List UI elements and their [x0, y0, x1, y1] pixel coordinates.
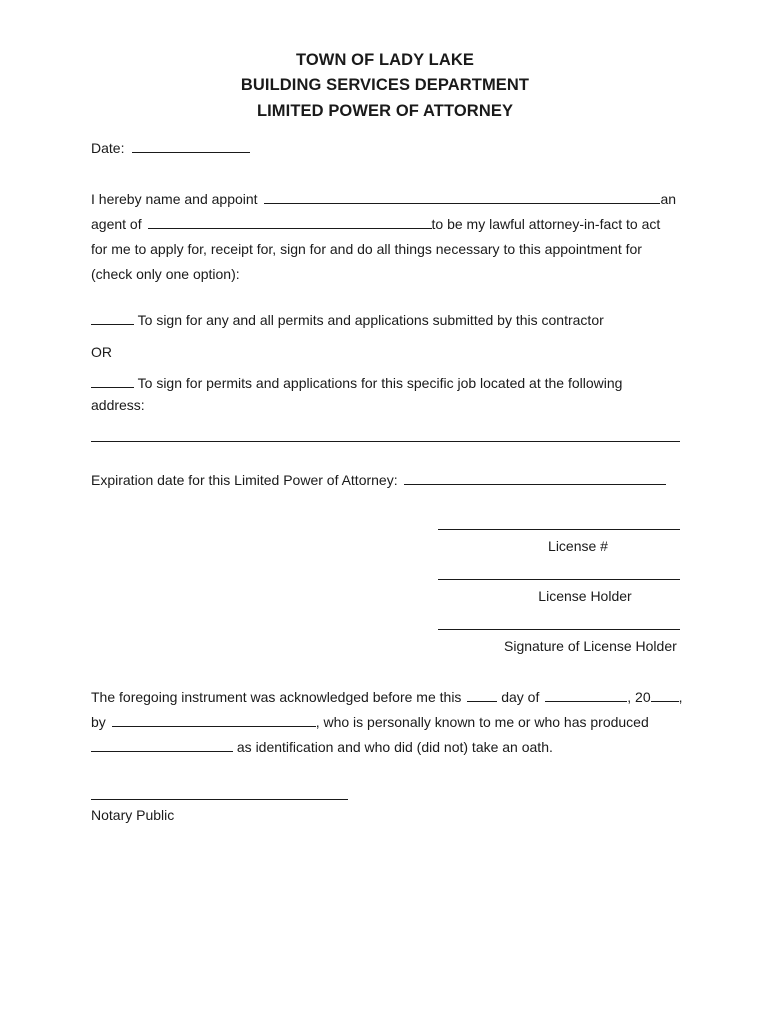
notary-person-field[interactable] [112, 713, 316, 727]
expiration-date-field[interactable] [404, 471, 666, 485]
notary-signature-field[interactable] [91, 799, 348, 800]
notary-line-1 [91, 688, 683, 706]
expiration-label: Expiration date for this Limited Power of Attorney: [91, 472, 398, 488]
appointee-name-field[interactable] [264, 190, 660, 204]
license-number-field[interactable] [438, 529, 680, 530]
notary-text-2: day of [501, 689, 540, 705]
license-number-label: License # [548, 538, 608, 554]
signature-label: Signature of License Holder [504, 638, 677, 654]
appoint-text-3: agent of [91, 216, 142, 232]
notary-text-6: , who is personally known to me or who has produced [315, 714, 649, 730]
header-department: BUILDING SERVICES DEPARTMENT [240, 76, 530, 94]
notary-public-label: Notary Public [91, 807, 175, 823]
license-holder-label: License Holder [538, 588, 632, 604]
option-2-check-field[interactable] [91, 374, 134, 388]
appoint-text-2: an [660, 191, 677, 207]
date-label: Date: [91, 140, 125, 156]
notary-text-1: The foregoing instrument was acknowledged before me this [91, 689, 462, 705]
appoint-line-2 [91, 215, 660, 233]
appoint-text-4: to be my lawful attorney-in-fact to act [431, 216, 661, 232]
header-form-title: LIMITED POWER OF ATTORNEY [256, 102, 514, 120]
option-2-row [91, 374, 622, 392]
license-holder-signature-field[interactable] [438, 629, 680, 630]
date-row [91, 139, 250, 157]
appoint-line-4: (check only one option): [91, 266, 240, 282]
license-holder-field[interactable] [438, 579, 680, 580]
option-1-text: To sign for any and all permits and applications submitted by this contractor [137, 312, 604, 328]
option-1-row [91, 311, 604, 329]
date-field[interactable] [132, 139, 250, 153]
notary-identification-field[interactable] [91, 738, 233, 752]
or-text: OR [91, 344, 112, 360]
expiration-row [91, 471, 666, 489]
agent-of-field[interactable] [148, 215, 432, 229]
header-town: TOWN OF LADY LAKE [295, 51, 474, 69]
notary-text-7: as identification and who did (did not) take an oath. [236, 739, 553, 755]
notary-year-field[interactable] [651, 688, 679, 702]
appoint-text-1: I hereby name and appoint [91, 191, 258, 207]
appoint-line-3: for me to apply for, receipt for, sign for and do all things necessary to this appointment for [91, 241, 642, 257]
option-1-check-field[interactable] [91, 311, 134, 325]
notary-line-2 [91, 713, 649, 731]
notary-text-4: , [678, 689, 683, 705]
notary-text-5: by [91, 714, 106, 730]
option-2-text: To sign for permits and applications for this specific job located at the following [137, 375, 623, 391]
address-field[interactable] [91, 441, 680, 442]
notary-month-field[interactable] [545, 688, 627, 702]
notary-text-3: , 20 [627, 689, 651, 705]
appoint-line-1 [91, 190, 676, 208]
notary-line-3 [91, 738, 553, 756]
option-2-address-label: address: [91, 397, 145, 413]
notary-day-field[interactable] [467, 688, 497, 702]
